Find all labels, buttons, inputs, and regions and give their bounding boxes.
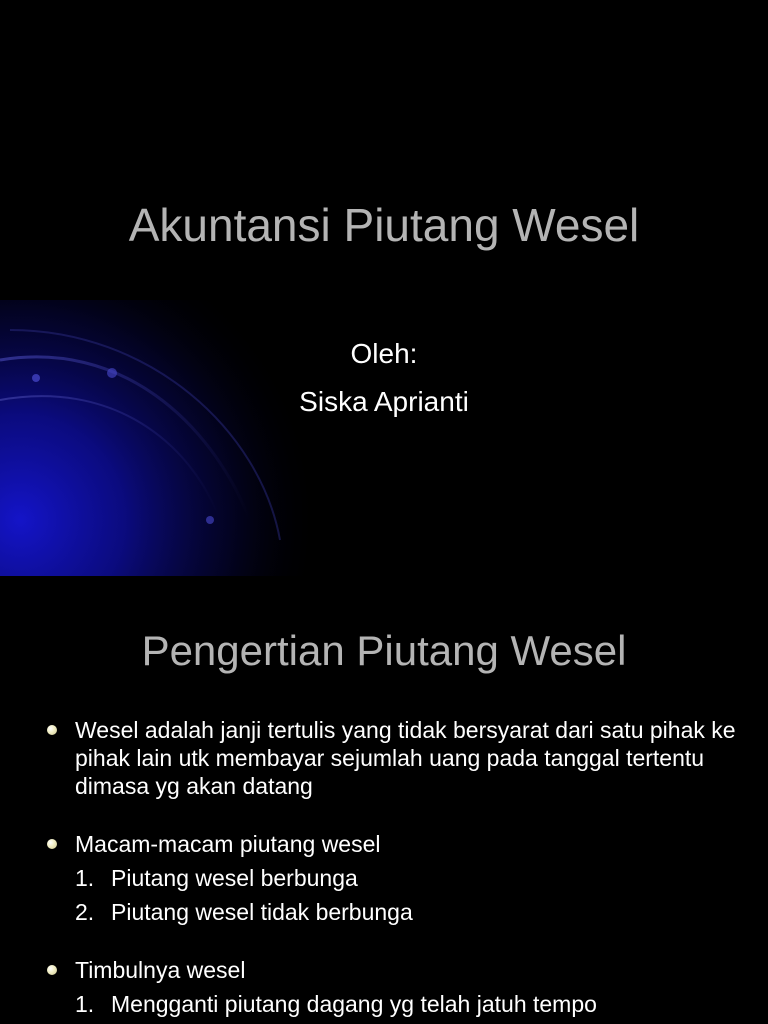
bullet-text: Macam-macam piutang wesel: [75, 831, 381, 857]
presenter-name: Siska Aprianti: [299, 386, 469, 417]
bullet-list: [44, 716, 744, 1024]
item-number: 1.: [75, 991, 95, 1017]
slide-title-heading: Akuntansi Piutang Wesel: [128, 199, 640, 251]
item-text: Piutang wesel tidak berbunga: [111, 899, 413, 925]
item-number: 1.: [75, 865, 95, 891]
item-number: 2.: [75, 899, 95, 925]
bullet-item: [44, 956, 744, 1018]
numbered-sublist: [75, 990, 744, 1018]
slide-content: [0, 576, 768, 1024]
numbered-sublist: [75, 864, 744, 926]
item-text: Piutang wesel berbunga: [111, 865, 358, 891]
numbered-item: [75, 990, 744, 1018]
bullet-icon: [47, 725, 57, 735]
bullet-icon: [47, 965, 57, 975]
item-text: Mengganti piutang dagang yg telah jatuh tempo: [111, 991, 597, 1017]
bullet-text: Timbulnya wesel: [75, 957, 246, 983]
numbered-item: [75, 864, 744, 892]
presenter-label: Oleh:: [350, 338, 418, 369]
bullet-text: Wesel adalah janji tertulis yang tidak bersyarat dari satu pihak ke pihak lain utk membayar sejumlah uang pada tanggal tertentu dimasa yg akan datang: [75, 717, 736, 799]
bullet-icon: [47, 839, 57, 849]
numbered-item: [75, 898, 744, 926]
bullet-item: [44, 830, 744, 926]
content-slide-heading: Pengertian Piutang Wesel: [141, 627, 627, 674]
bullet-item: [44, 716, 744, 800]
